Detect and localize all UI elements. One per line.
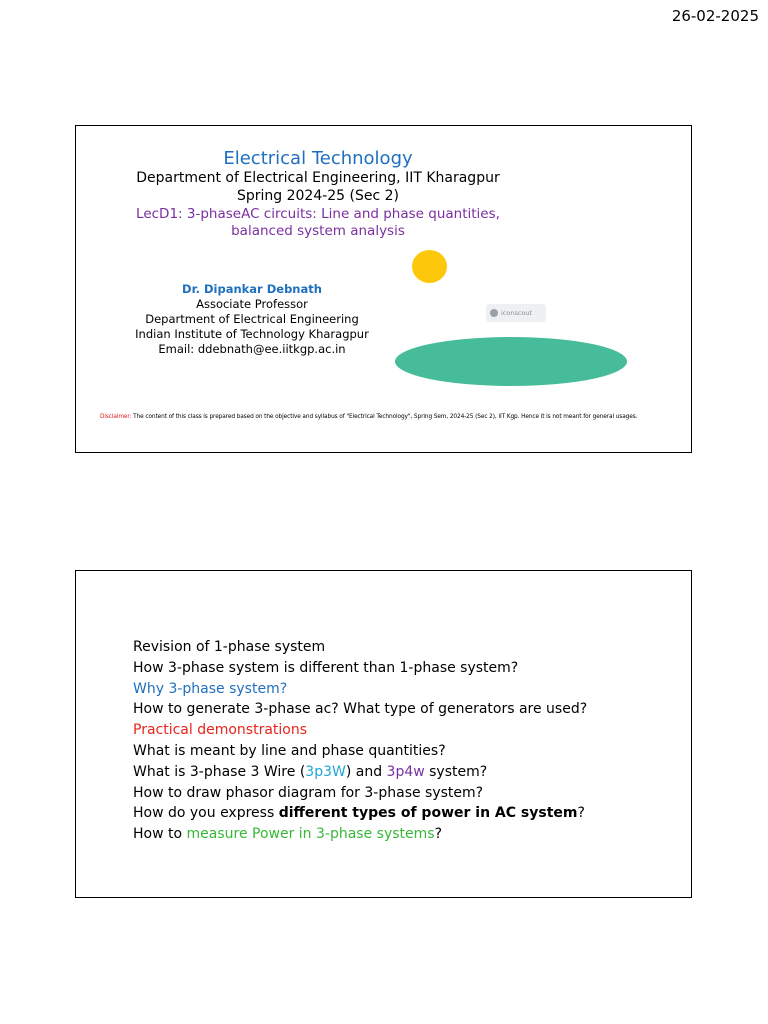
item-text: ) and [345,763,387,780]
list-item: How to draw phasor diagram for 3-phase system? [133,784,484,801]
sun-illustration [412,250,447,283]
list-item: How to generate 3-phase ac? What type of generators are used? [133,701,588,718]
disclaimer-text: The content of this class is prepared based on the objective and syllabus of "Electrical Technology", Spring Sem, 2024-25 (Sec 2), IIT Kgp. Hence it is not meant for general usages. [131,414,638,420]
topic-list [133,637,587,845]
list-item: How 3-phase system is different than 1-phase system? [133,659,519,676]
bold-text: different types of power in AC system [278,805,578,822]
topics-slide [75,570,692,898]
list-item [133,824,587,845]
semester-line: Spring 2024-25 (Sec 2) [236,188,400,204]
iconscout-watermark [486,304,546,322]
highlight-3p4w: 3p4w [386,763,425,780]
highlight-3p3w: 3p3W [305,763,346,780]
item-text: How do you express [133,805,279,822]
iconscout-logo-icon [490,309,498,317]
ground-illustration [395,337,627,386]
disclaimer [100,414,680,420]
watermark-text: iconscout [501,309,533,317]
list-item: Why 3-phase system? [133,680,288,697]
lecture-title-line1: LecD1: 3-phaseAC circuits: Line and phase quantities, [136,206,500,222]
list-item [133,762,587,783]
instructor-designation: Associate Professor [196,297,308,311]
instructor-info [116,297,388,357]
instructor-email: Email: ddebnath@ee.iitkgp.ac.in [158,342,346,356]
item-text: ? [577,805,585,822]
lecture-title [76,206,560,240]
highlight-measure-power: measure Power in 3-phase systems [186,826,435,843]
instructor-department: Department of Electrical Engineering [145,312,359,326]
item-text: system? [424,763,488,780]
list-item [133,803,587,824]
item-text: ? [434,826,442,843]
list-item: Practical demonstrations [133,722,308,739]
instructor-name: Dr. Dipankar Debnath [182,282,322,296]
department-line: Department of Electrical Engineering, IIT Kharagpur [136,170,500,186]
item-text: What is 3-phase 3 Wire ( [133,763,306,780]
item-text: How to [133,826,187,843]
instructor-institute: Indian Institute of Technology Kharagpur [135,327,369,341]
title-slide [75,125,692,453]
lecture-title-line2: balanced system analysis [231,223,405,239]
page-date: 26-02-2025 [671,7,759,25]
list-item: What is meant by line and phase quantities? [133,742,446,759]
course-title: Electrical Technology [223,148,413,169]
disclaimer-label: Disclaimer: [100,414,132,420]
list-item: Revision of 1-phase system [133,639,326,655]
